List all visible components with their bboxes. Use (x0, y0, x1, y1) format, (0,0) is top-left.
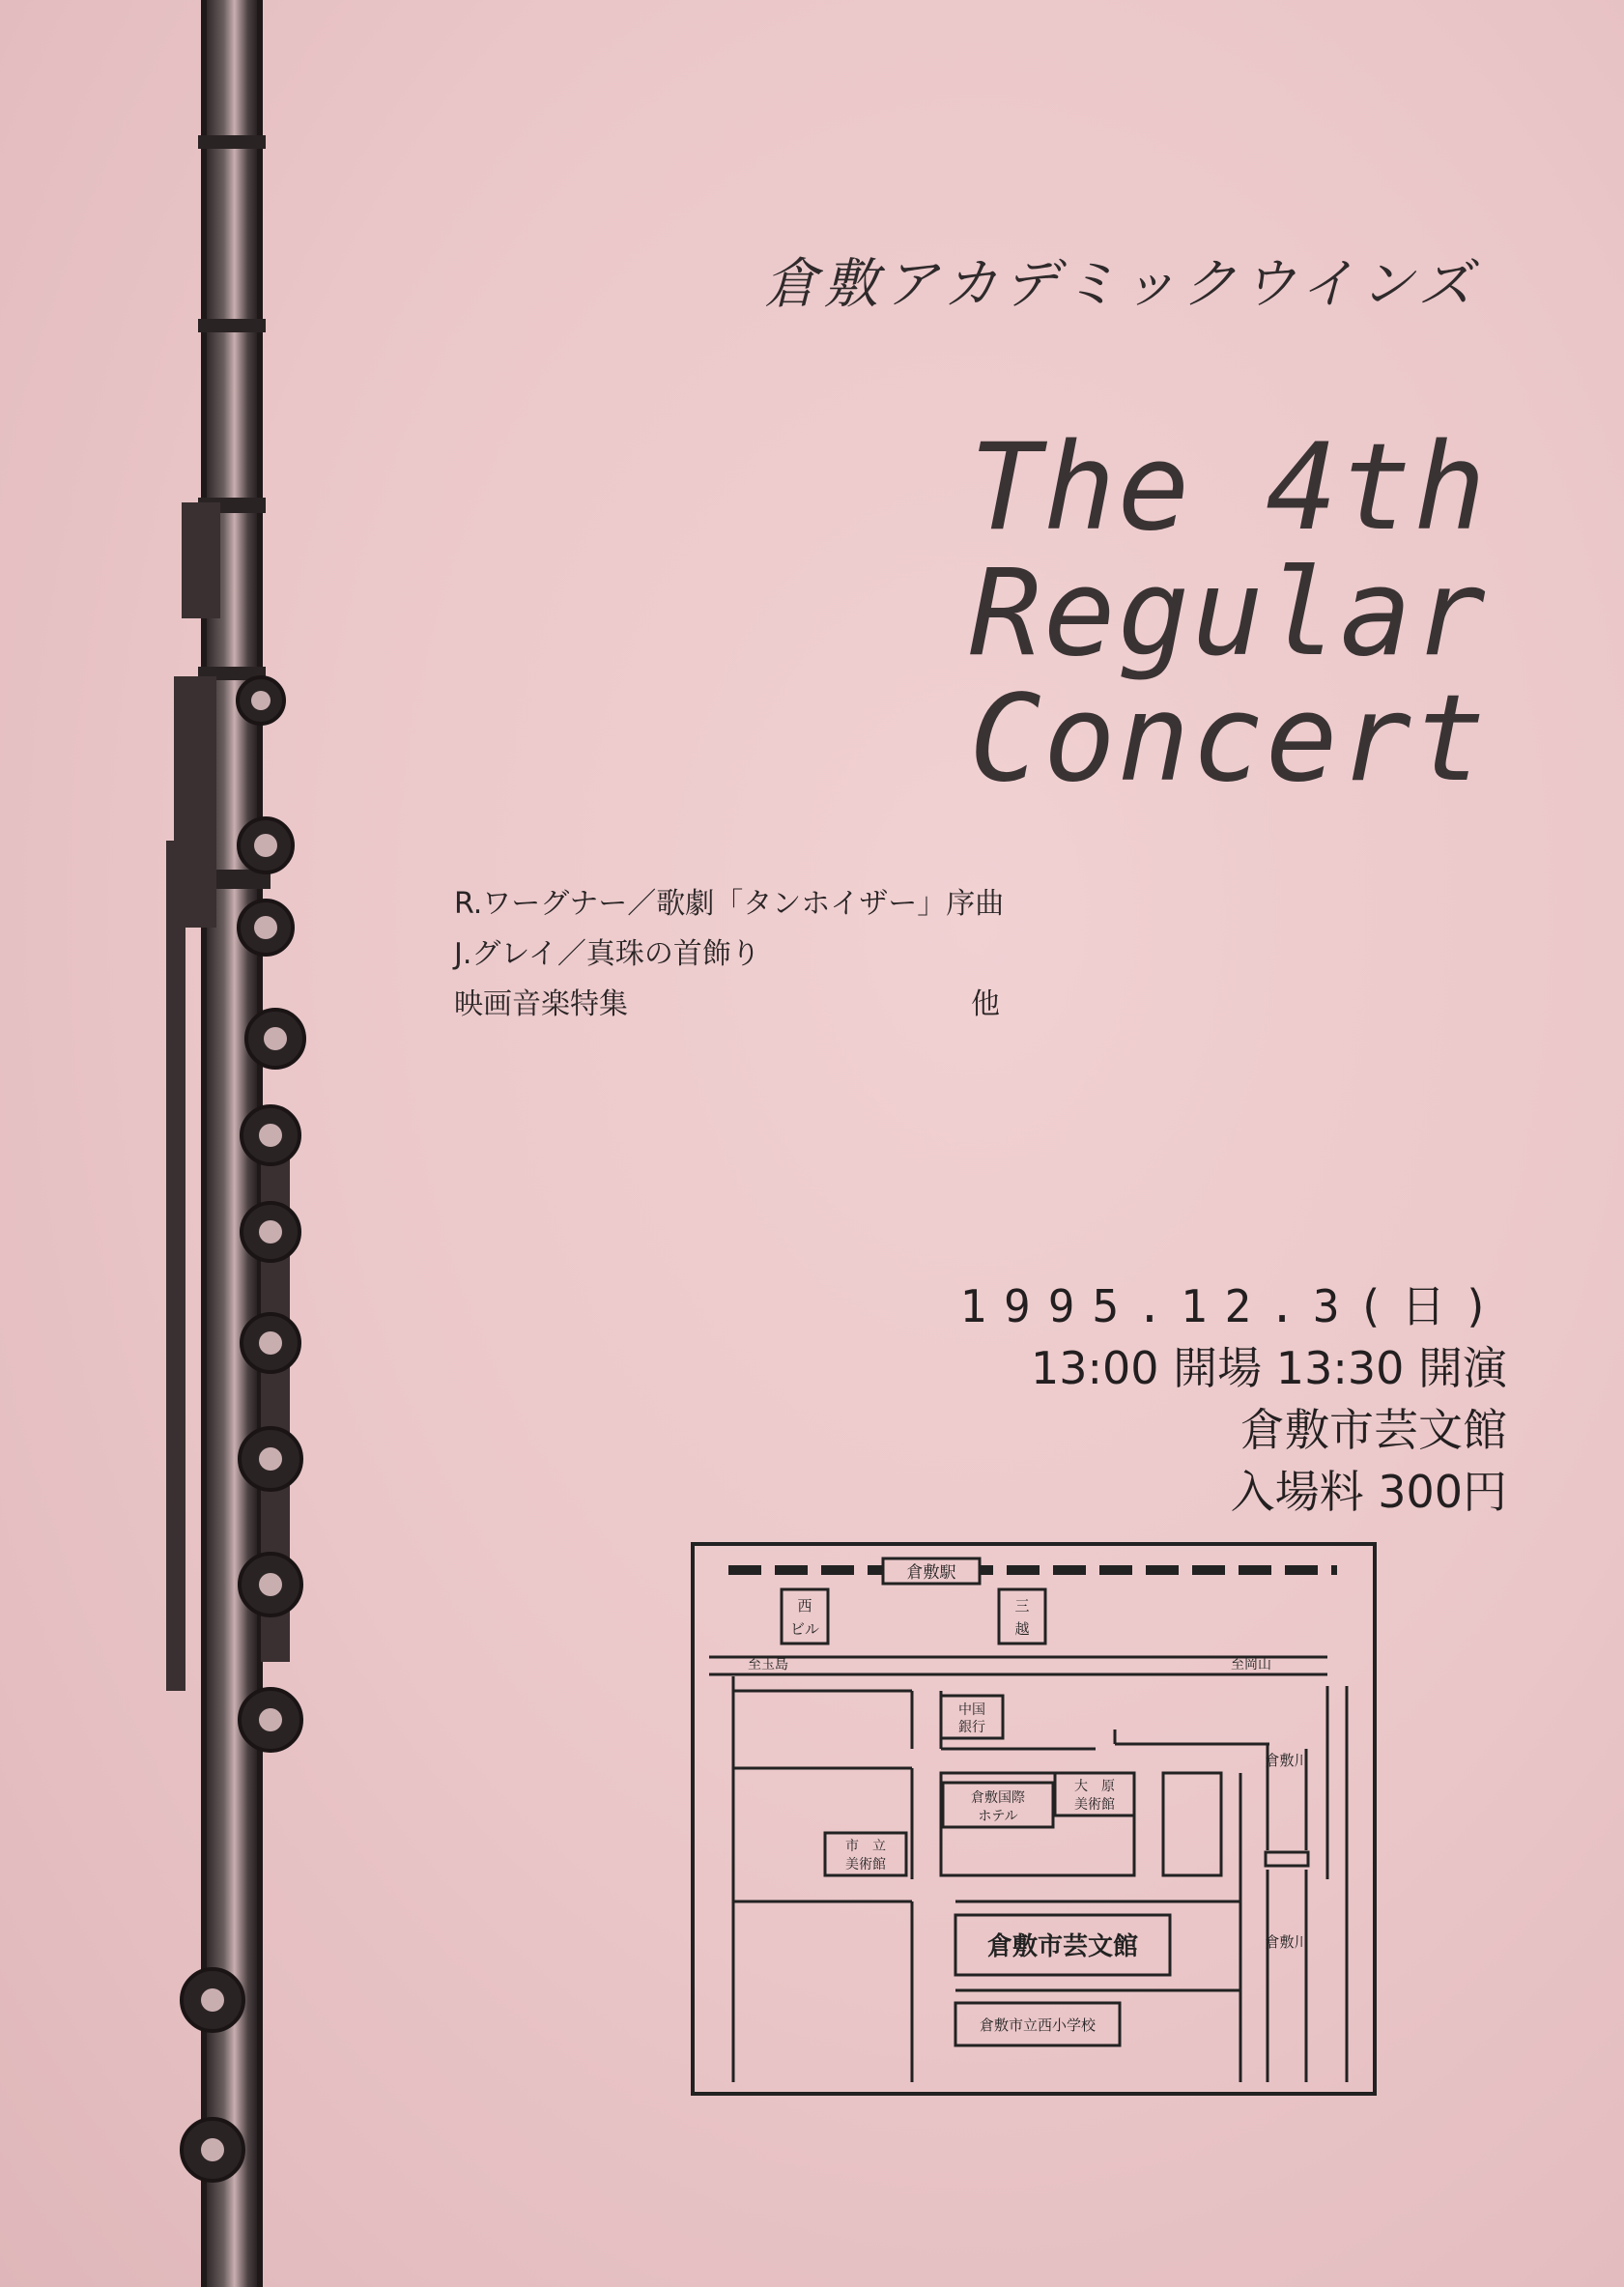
program-etc: 他 (971, 987, 1000, 1021)
organization-name: 倉敷アカデミックウインズ (764, 253, 1478, 316)
concert-title (464, 418, 1488, 809)
map-venue-label: 倉敷市芸文館 (986, 1932, 1139, 1961)
map-nishi-building-label: ビル (789, 1620, 820, 1638)
title-line-1: The 4th (969, 418, 1488, 557)
map-river-label: 倉敷川 (1265, 1933, 1309, 1951)
event-fee: 入場料 300円 (1230, 1466, 1507, 1518)
flute-illustration (145, 0, 328, 2287)
map-mitsukoshi-label: 越 (1014, 1620, 1030, 1638)
event-venue: 倉敷市芸文館 (1240, 1404, 1507, 1456)
map-ohara-museum-label: 美術館 (1074, 1797, 1115, 1813)
map-bank-label: 中国 (958, 1702, 985, 1718)
map-mitsukoshi-label: 三 (1014, 1597, 1030, 1615)
event-time: 13:00 開場 13:30 開演 (1031, 1342, 1507, 1394)
map-station-label: 倉敷駅 (906, 1563, 956, 1583)
map-city-museum-label: 美術館 (845, 1857, 886, 1872)
program-list (454, 879, 1004, 1030)
map-road-west-label: 至玉島 (748, 1657, 788, 1672)
program-item: R.ワーグナー／歌劇「タンホイザー」序曲 (454, 887, 1005, 921)
program-item: 映画音楽特集 他 (454, 980, 1004, 1030)
map-city-museum-label: 市 立 (845, 1839, 886, 1854)
map-nishi-building-label: 西 (797, 1597, 812, 1615)
title-line-2: Regular Concert (969, 544, 1488, 809)
map-hotel-label: ホテル (978, 1809, 1018, 1824)
program-item: J.グレイ／真珠の首飾り (454, 937, 760, 971)
map-road-east-label: 至岡山 (1231, 1657, 1271, 1672)
event-date: 1995.12.3(日) (959, 1280, 1507, 1332)
map-ohara-museum-label: 大 原 (1074, 1779, 1115, 1794)
event-info (831, 1275, 1507, 1523)
map-bank-label: 銀行 (958, 1720, 985, 1735)
map-school-label: 倉敷市立西小学校 (979, 2016, 1097, 2034)
venue-map (690, 1541, 1378, 2097)
map-hotel-label: 倉敷国際 (971, 1790, 1025, 1806)
map-river-label: 倉敷川 (1265, 1752, 1309, 1769)
